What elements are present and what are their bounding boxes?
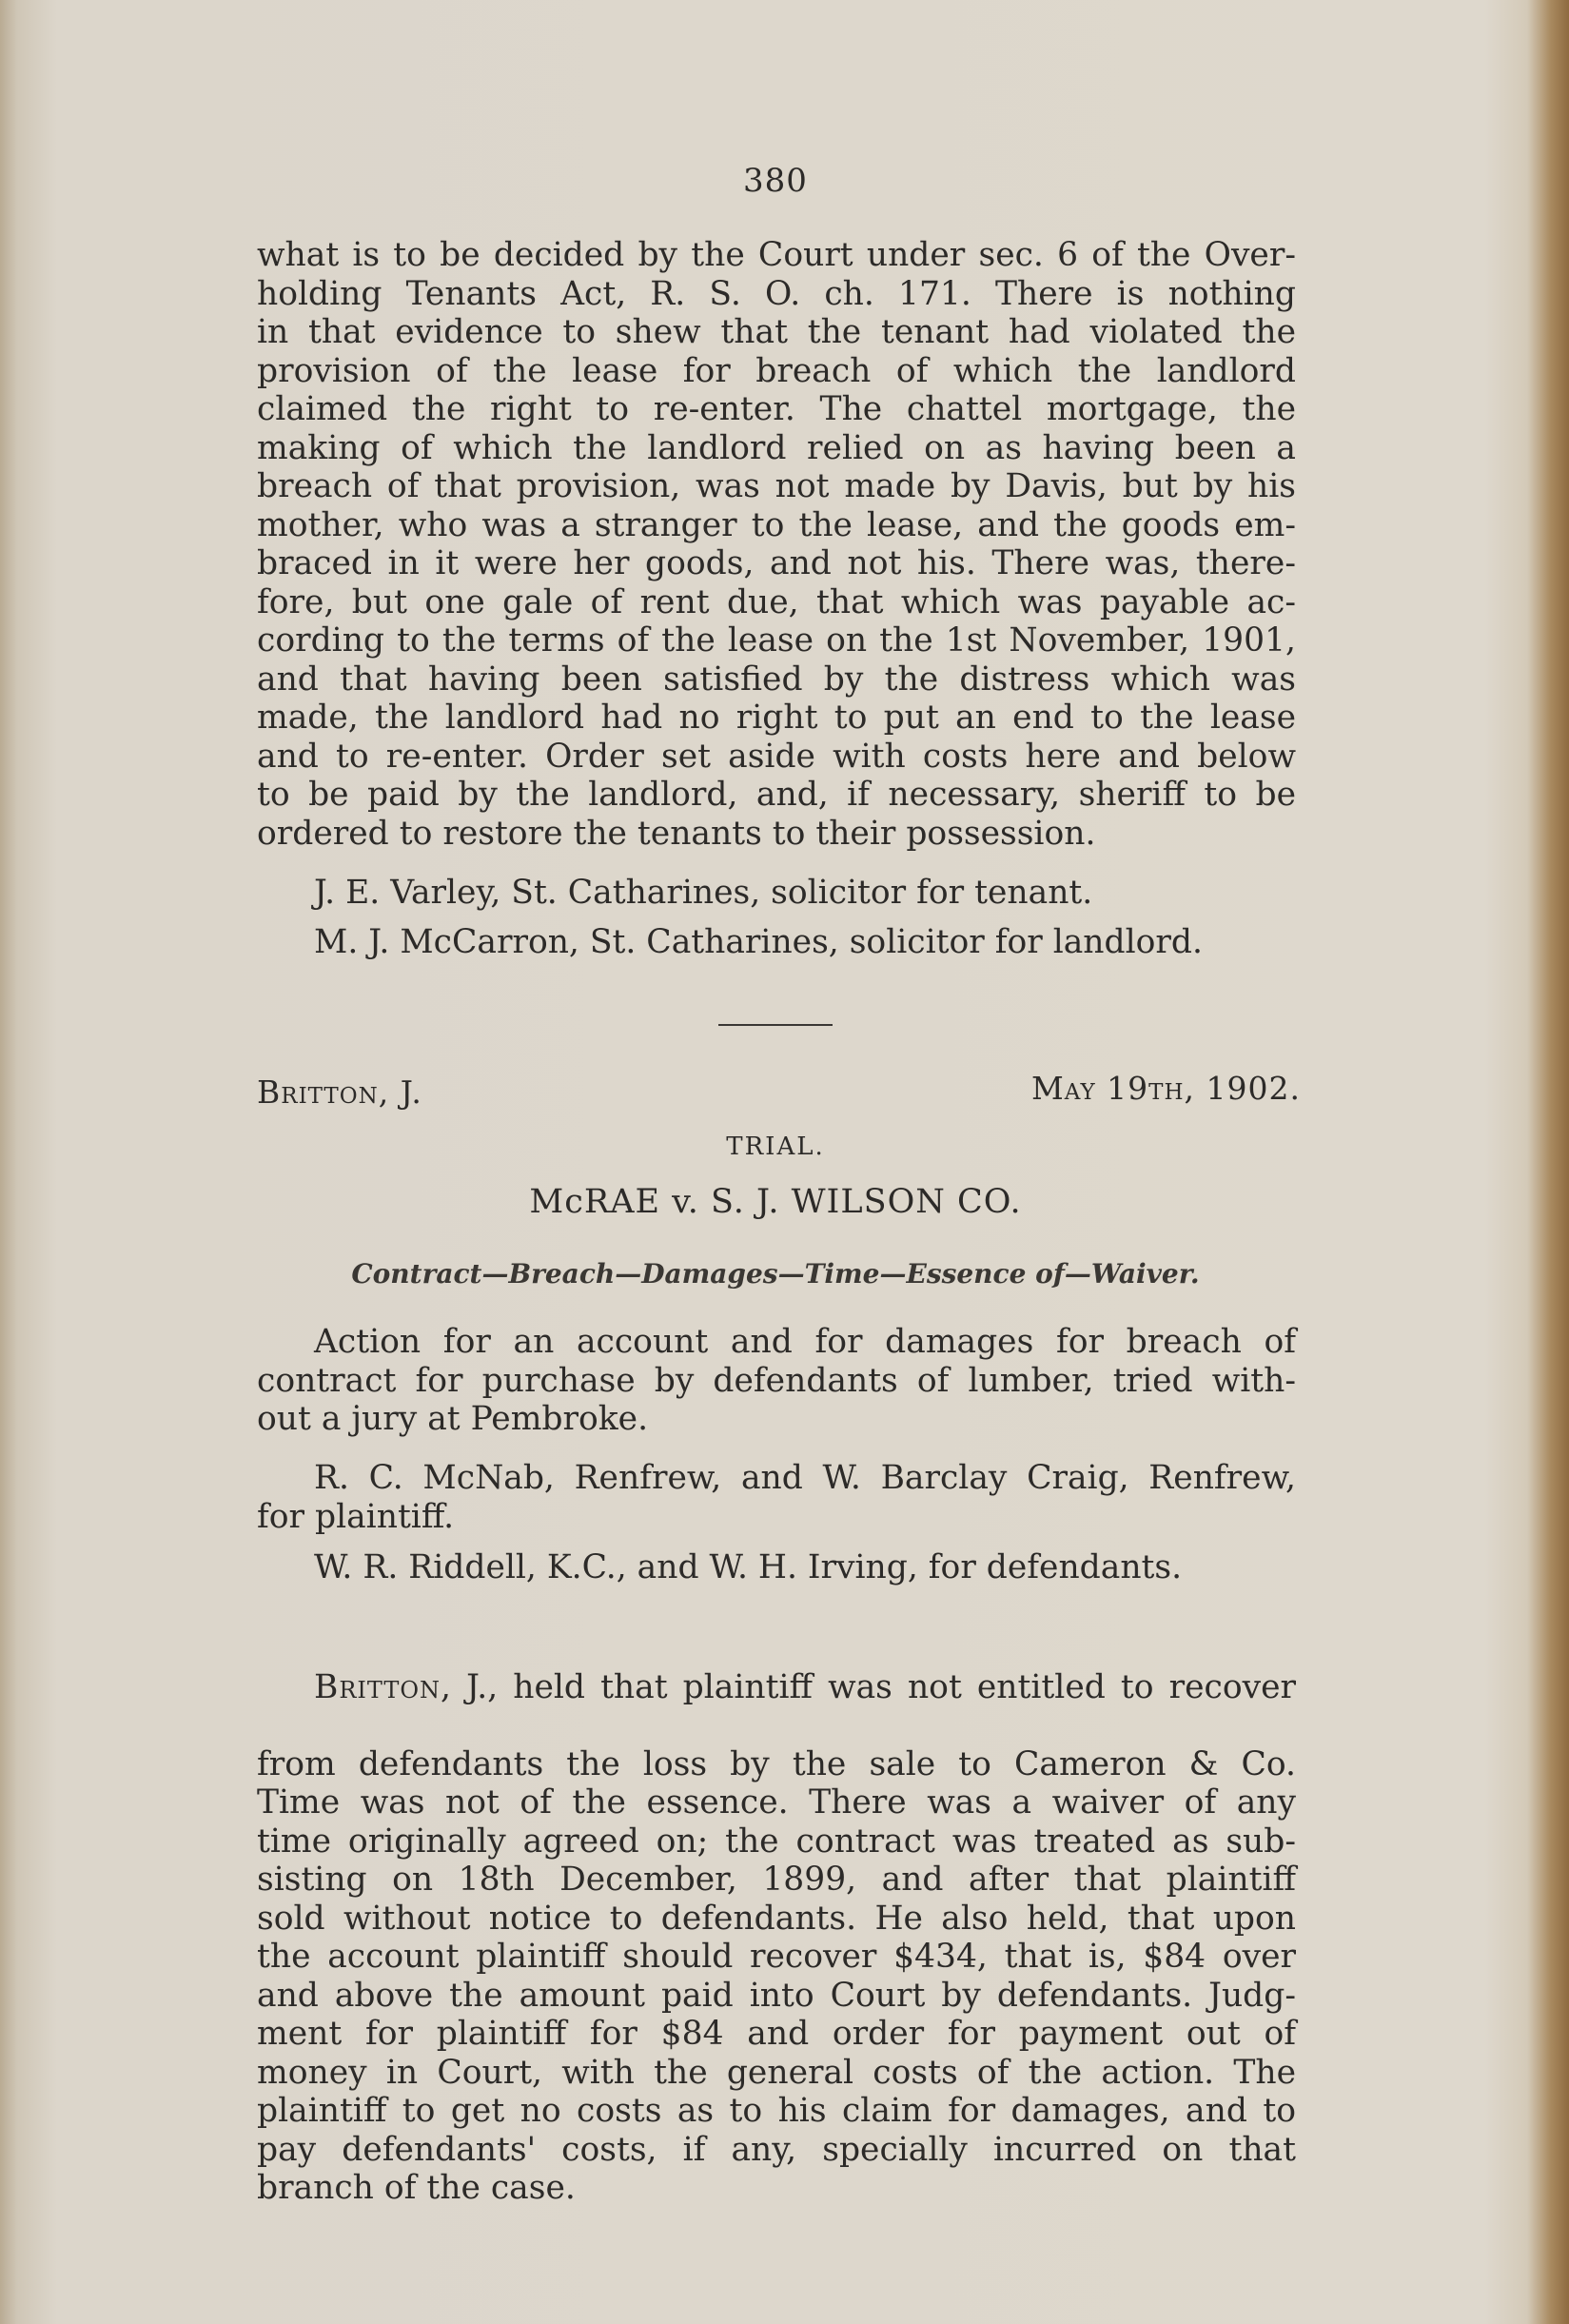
text-line: time originally agreed on; the contract was treated as sub-: [257, 1822, 1296, 1861]
text-line: ment for plaintiff for $84 and order for payment out of: [257, 2015, 1296, 2053]
action-paragraph: [257, 1323, 1296, 1439]
text-line: braced in it were her goods, and not his. There was, there-: [257, 544, 1296, 582]
page-number: 380: [743, 162, 808, 200]
text-line: Time was not of the essence. There was a waiver of any: [257, 1783, 1296, 1822]
text-line: pay defendants' costs, if any, specially incurred on that: [257, 2130, 1296, 2169]
text-line: R. C. McNab, Renfrew, and W. Barclay Craig, Renfrew,: [314, 1459, 1296, 1497]
text-line: cording to the terms of the lease on the 1st November, 1901,: [257, 621, 1296, 660]
text-line: money in Court, with the general costs of the action. The: [257, 2053, 1296, 2092]
decision-date: May 19th, 1902.: [1031, 1070, 1301, 1107]
text-line: to be paid by the landlord, and, if necessary, sheriff to be: [257, 776, 1296, 814]
text-line: ordered to restore the tenants to their possession.: [257, 814, 1096, 853]
text-line: making of which the landlord relied on as having been a: [257, 428, 1296, 467]
action-paragraph-lines: [257, 1323, 1296, 1439]
opening-paragraph-lines: [257, 236, 1296, 853]
catchwords: Contract—Breach—Damages—Time—Essence of—Waiver.: [351, 1258, 1200, 1290]
text-line: for plaintiff.: [257, 1497, 455, 1536]
text-line: Action for an account and for damages for breach of: [314, 1323, 1296, 1361]
opening-paragraph: [257, 236, 1296, 853]
section-divider: [718, 1024, 833, 1026]
text-line: made, the landlord had no right to put an end to the lease: [257, 699, 1296, 737]
text-line: plaintiff to get no costs as to his claim for damages, and to: [257, 2092, 1296, 2130]
text-line: out a jury at Pembroke.: [257, 1400, 649, 1438]
text-line: and that having been satisfied by the distress which was: [257, 660, 1296, 699]
text-line: contract for purchase by defendants of lumber, tried with-: [257, 1361, 1296, 1400]
text-line: claimed the right to re-enter. The chattel mortgage, the: [257, 390, 1296, 428]
counsel-for-defendants: W. R. Riddell, K.C., and W. H. Irving, for defendants.: [314, 1548, 1183, 1586]
text-line: from defendants the loss by the sale to Cameron & Co.: [257, 1744, 1296, 1783]
judgment-judge-name: Britton: [314, 1667, 441, 1706]
judge-name: Britton, J.: [257, 1073, 422, 1111]
text-line: provision of the lease for breach of which the landlord: [257, 351, 1296, 390]
trial-label: TRIAL.: [726, 1132, 825, 1161]
judgment-paragraph: [257, 1629, 1296, 2208]
text-line: what is to be decided by the Court under sec. 6 of the Over-: [257, 236, 1296, 274]
text-line: breach of that provision, was not made by Davis, but by his: [257, 467, 1296, 505]
case-title: McRAE v. S. J. WILSON CO.: [529, 1183, 1022, 1221]
judgment-first-line-text: [257, 1668, 1296, 1707]
text-line: and to re-enter. Order set aside with costs here and below: [257, 737, 1296, 776]
text-line: in that evidence to shew that the tenant had violated the: [257, 313, 1296, 351]
judgment-first-line-rest: , J., held that plaintiff was not entitled to recover: [441, 1667, 1296, 1706]
text-line: holding Tenants Act, R. S. O. ch. 171. There is nothing: [257, 274, 1296, 313]
text-line: branch of the case.: [257, 2169, 576, 2207]
solicitor-for-tenant: J. E. Varley, St. Catharines, solicitor for tenant.: [314, 874, 1093, 912]
counsel-for-plaintiff: [257, 1459, 1296, 1536]
counsel-for-plaintiff-lines: [257, 1459, 1296, 1536]
text-line: sisting on 18th December, 1899, and after that plaintiff: [257, 1861, 1296, 1899]
judgment-paragraph-lines: [257, 1745, 1296, 2208]
solicitor-for-landlord: M. J. McCarron, St. Catharines, solicitor for landlord.: [314, 923, 1203, 961]
judgment-first-line: [257, 1629, 1296, 1745]
text-line: and above the amount paid into Court by defendants. Judg-: [257, 1976, 1296, 2015]
text-line: the account plaintiff should recover $434, that is, $84 over: [257, 1938, 1296, 1976]
text-line: sold without notice to defendants. He also held, that upon: [257, 1899, 1296, 1938]
text-line: mother, who was a stranger to the lease, and the goods em-: [257, 505, 1296, 544]
text-line: fore, but one gale of rent due, that which was payable ac-: [257, 582, 1296, 621]
